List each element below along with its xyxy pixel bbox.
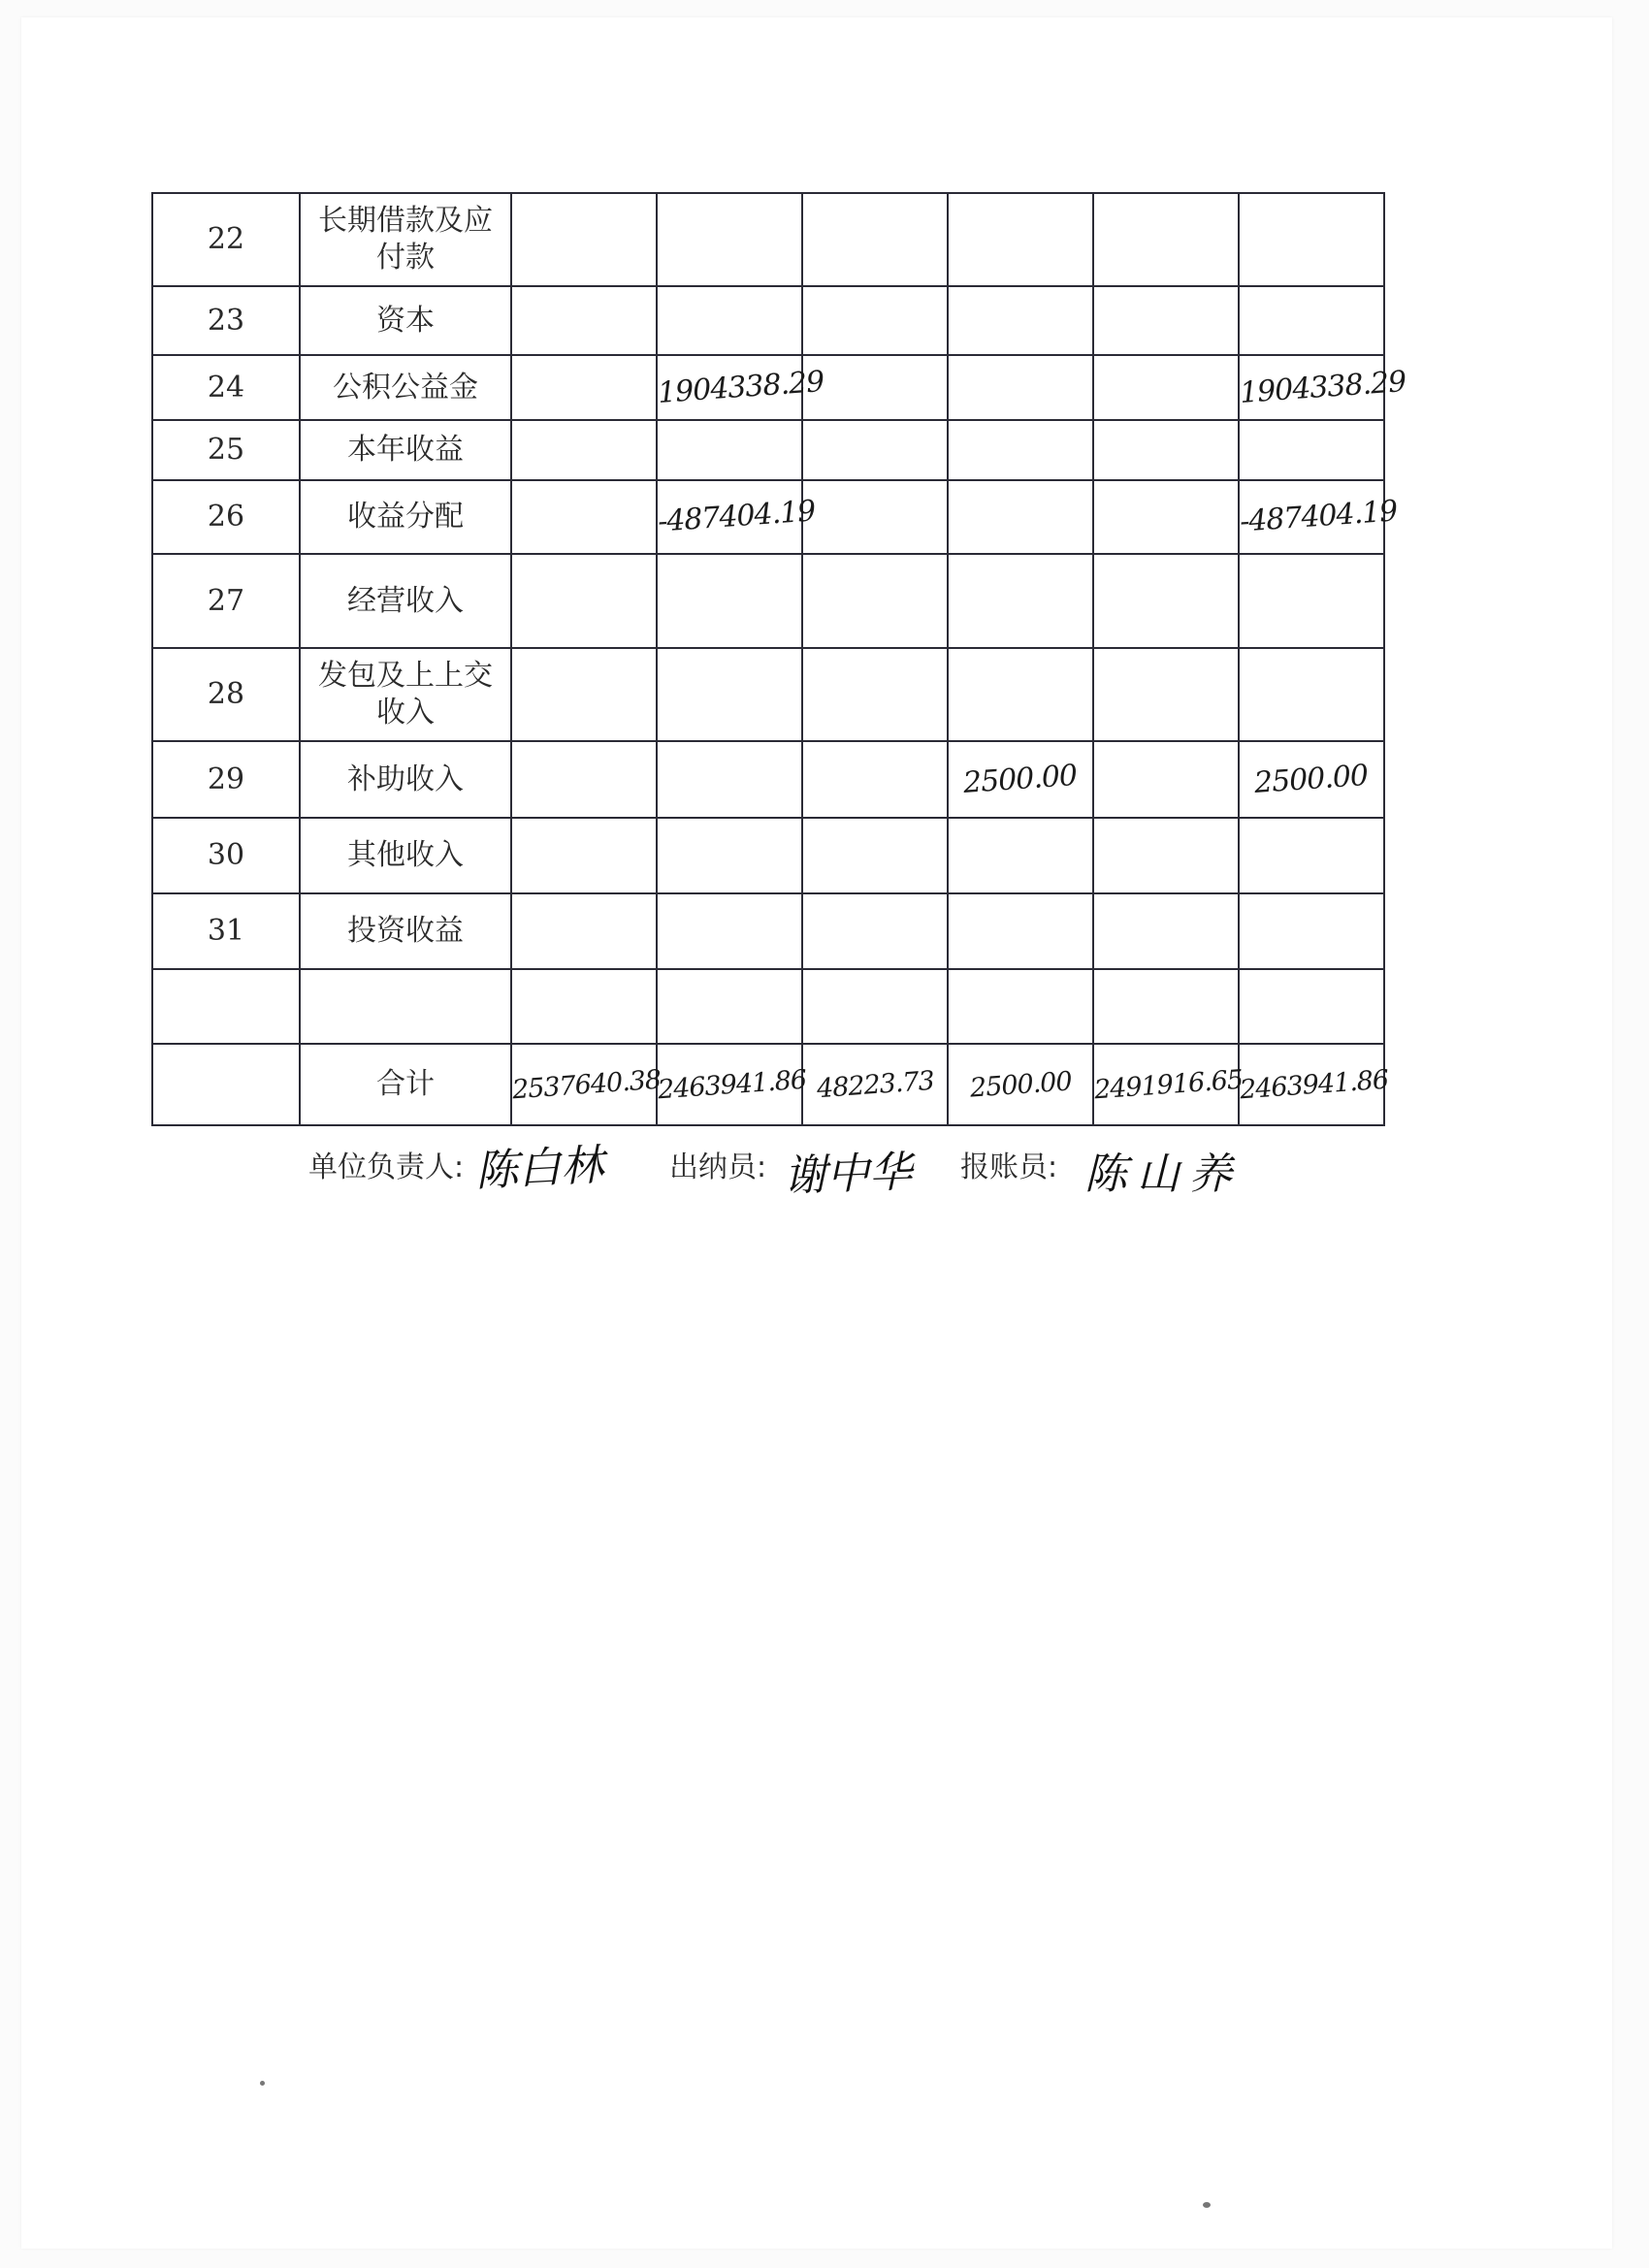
amount-cell bbox=[657, 969, 802, 1044]
total-amount-cell: 2491916.65 bbox=[1093, 1044, 1239, 1125]
amount-cell bbox=[802, 480, 948, 554]
accountant-signature: 陈山养 bbox=[1084, 1150, 1242, 1199]
row-number: 28 bbox=[152, 648, 300, 741]
amount-cell bbox=[511, 648, 657, 741]
total-number-cell bbox=[152, 1044, 300, 1125]
amount-cell bbox=[802, 818, 948, 893]
amount-cell bbox=[511, 818, 657, 893]
table-row bbox=[152, 969, 1384, 1044]
table-row bbox=[152, 741, 1384, 818]
table-row bbox=[152, 648, 1384, 741]
row-number bbox=[152, 969, 300, 1044]
amount-cell bbox=[657, 193, 802, 286]
amount-cell bbox=[657, 741, 802, 818]
amount-cell bbox=[1239, 286, 1384, 355]
item-name: 发包及上上交收入 bbox=[300, 648, 511, 741]
table-row bbox=[152, 286, 1384, 355]
item-name: 长期借款及应付款 bbox=[300, 193, 511, 286]
amount-cell bbox=[657, 818, 802, 893]
amount-cell: 2500.00 bbox=[1239, 741, 1384, 818]
table-row bbox=[152, 480, 1384, 554]
amount-cell bbox=[657, 893, 802, 969]
amount-cell bbox=[511, 420, 657, 480]
amount-cell bbox=[1239, 648, 1384, 741]
amount-cell: 2500.00 bbox=[948, 741, 1093, 818]
amount-cell bbox=[1093, 893, 1239, 969]
amount-cell bbox=[511, 355, 657, 420]
amount-cell bbox=[802, 969, 948, 1044]
row-number: 29 bbox=[152, 741, 300, 818]
unit-head-signature: 陈白林 bbox=[473, 1140, 605, 1197]
amount-cell bbox=[948, 355, 1093, 420]
amount-cell bbox=[1239, 893, 1384, 969]
item-name: 本年收益 bbox=[300, 420, 511, 480]
amount-cell bbox=[1239, 193, 1384, 286]
amount-cell bbox=[948, 818, 1093, 893]
amount-cell bbox=[1093, 480, 1239, 554]
amount-cell bbox=[657, 554, 802, 648]
item-name: 收益分配 bbox=[300, 480, 511, 554]
amount-cell bbox=[1093, 969, 1239, 1044]
amount-cell bbox=[511, 480, 657, 554]
amount-cell bbox=[1093, 420, 1239, 480]
amount-cell bbox=[511, 969, 657, 1044]
amount-cell bbox=[1239, 969, 1384, 1044]
row-number: 30 bbox=[152, 818, 300, 893]
amount-cell: 1904338.29 bbox=[657, 355, 802, 420]
item-name: 资本 bbox=[300, 286, 511, 355]
amount-cell bbox=[511, 554, 657, 648]
total-amount-cell: 2463941.86 bbox=[1239, 1044, 1384, 1125]
amount-cell bbox=[1239, 554, 1384, 648]
amount-cell bbox=[511, 193, 657, 286]
total-label: 合计 bbox=[300, 1044, 511, 1125]
table-row bbox=[152, 420, 1384, 480]
amount-cell bbox=[948, 969, 1093, 1044]
item-name: 其他收入 bbox=[300, 818, 511, 893]
item-name: 投资收益 bbox=[300, 893, 511, 969]
row-number: 23 bbox=[152, 286, 300, 355]
row-number: 27 bbox=[152, 554, 300, 648]
table-row bbox=[152, 818, 1384, 893]
amount-cell bbox=[802, 741, 948, 818]
total-amount-cell: 2500.00 bbox=[948, 1044, 1093, 1125]
amount-cell bbox=[657, 286, 802, 355]
amount-cell bbox=[511, 893, 657, 969]
amount-cell bbox=[1093, 286, 1239, 355]
paper-speck bbox=[260, 2081, 265, 2086]
unit-head-label: 单位负责人: bbox=[308, 1150, 465, 1184]
row-number: 22 bbox=[152, 193, 300, 286]
total-amount-cell: 48223.73 bbox=[802, 1044, 948, 1125]
accountant-label: 报账员: bbox=[960, 1150, 1058, 1184]
item-name: 经营收入 bbox=[300, 554, 511, 648]
amount-cell bbox=[948, 480, 1093, 554]
amount-cell bbox=[802, 193, 948, 286]
ledger-body bbox=[152, 193, 1407, 1125]
amount-cell bbox=[802, 893, 948, 969]
row-number: 26 bbox=[152, 480, 300, 554]
amount-cell: -487404.19 bbox=[1239, 480, 1384, 554]
item-name: 补助收入 bbox=[300, 741, 511, 818]
row-number: 25 bbox=[152, 420, 300, 480]
amount-cell bbox=[657, 420, 802, 480]
amount-cell bbox=[802, 286, 948, 355]
amount-cell bbox=[802, 554, 948, 648]
amount-cell bbox=[948, 893, 1093, 969]
table-row bbox=[152, 554, 1384, 648]
amount-cell bbox=[511, 286, 657, 355]
amount-cell bbox=[948, 648, 1093, 741]
amount-cell bbox=[1239, 818, 1384, 893]
amount-cell bbox=[511, 741, 657, 818]
amount-cell bbox=[1093, 818, 1239, 893]
amount-cell bbox=[802, 420, 948, 480]
amount-cell bbox=[1093, 741, 1239, 818]
row-number: 24 bbox=[152, 355, 300, 420]
amount-cell bbox=[657, 648, 802, 741]
amount-cell: -487404.19 bbox=[657, 480, 802, 554]
row-number: 31 bbox=[152, 893, 300, 969]
paper-speck bbox=[1203, 2202, 1211, 2208]
total-amount-cell: 2537640.38 bbox=[511, 1044, 657, 1125]
amount-cell: 1904338.29 bbox=[1239, 355, 1384, 420]
amount-cell bbox=[948, 286, 1093, 355]
item-name: 公积公益金 bbox=[300, 355, 511, 420]
table-row bbox=[152, 893, 1384, 969]
amount-cell bbox=[948, 554, 1093, 648]
table-row bbox=[152, 193, 1384, 286]
table-row bbox=[152, 355, 1384, 420]
ledger-table bbox=[151, 192, 1407, 1126]
cashier-label: 出纳员: bbox=[669, 1150, 767, 1184]
amount-cell bbox=[1093, 554, 1239, 648]
total-amount-cell: 2463941.86 bbox=[657, 1044, 802, 1125]
signature-footer bbox=[308, 1140, 1278, 1211]
amount-cell bbox=[1093, 193, 1239, 286]
amount-cell bbox=[948, 193, 1093, 286]
amount-cell bbox=[802, 648, 948, 741]
cashier-signature: 谢中华 bbox=[783, 1147, 914, 1202]
amount-cell bbox=[1093, 648, 1239, 741]
total-row bbox=[152, 1044, 1384, 1125]
item-name bbox=[300, 969, 511, 1044]
amount-cell bbox=[1093, 355, 1239, 420]
amount-cell bbox=[948, 420, 1093, 480]
amount-cell bbox=[1239, 420, 1384, 480]
